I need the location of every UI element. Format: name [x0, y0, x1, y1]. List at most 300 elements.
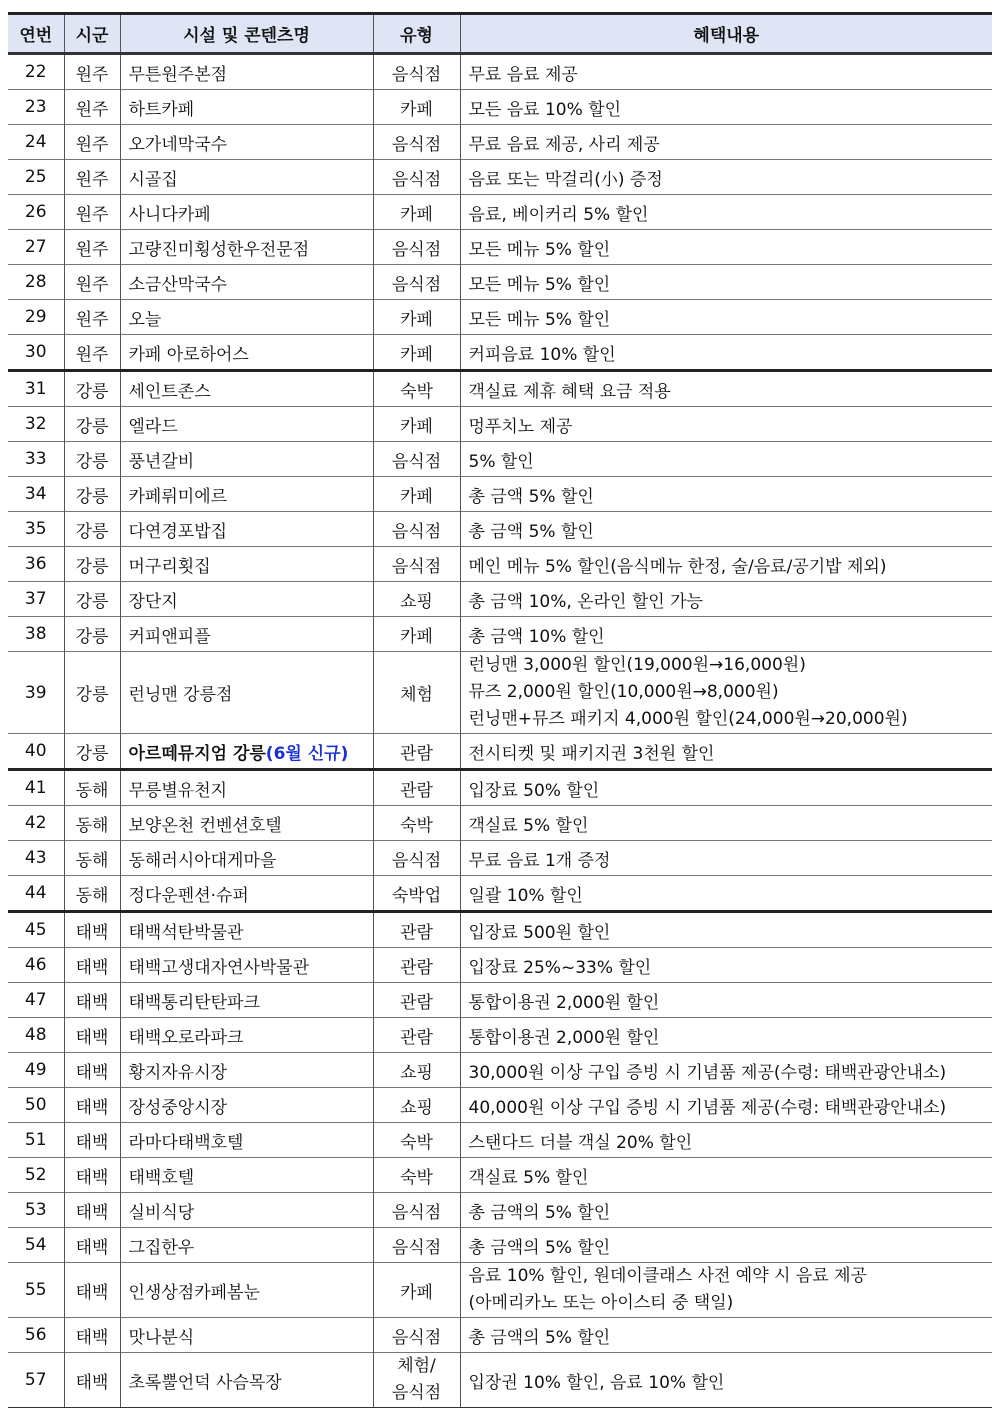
cell-line: 모든 메뉴 5% 할인: [468, 274, 611, 295]
cell-facility-name: 실비식당: [120, 1193, 373, 1228]
cell-benefit: [460, 841, 992, 876]
cell-line: 스탠다드 더블 객실 20% 할인: [468, 1132, 693, 1153]
table-row: [8, 195, 992, 230]
table-row: [8, 1228, 992, 1263]
cell-facility-name: 맛나분식: [120, 1318, 373, 1353]
table-row: [8, 1318, 992, 1353]
cell-number: 32: [8, 407, 64, 442]
cell-type: [373, 841, 460, 876]
cell-facility-name: 소금산막국수: [120, 265, 373, 300]
cell-type: [373, 1123, 460, 1158]
cell-city: 강릉: [64, 477, 120, 512]
cell-benefit: [460, 912, 992, 948]
cell-line: (아메리카노 또는 아이스티 중 택일): [468, 1293, 734, 1313]
cell-line: 숙박: [400, 1167, 433, 1188]
cell-number: 49: [8, 1053, 64, 1088]
cell-benefit: [460, 806, 992, 841]
table-row: [8, 1193, 992, 1228]
cell-type: [373, 983, 460, 1018]
cell-city: 강릉: [64, 617, 120, 652]
cell-line: 관람: [400, 743, 433, 764]
cell-facility-name: [120, 734, 373, 770]
cell-benefit: [460, 1018, 992, 1053]
cell-line: 런닝맨+뮤즈 패키지 4,000원 할인(24,000원→20,000원): [468, 709, 908, 729]
cell-benefit: [460, 948, 992, 983]
table-row: [8, 300, 992, 335]
cell-type: [373, 912, 460, 948]
cell-type: [373, 195, 460, 230]
cell-line: 전시티켓 및 패키지권 3천원 할인: [468, 743, 715, 764]
cell-benefit: [460, 335, 992, 371]
cell-line: 통합이용권 2,000원 할인: [468, 1027, 660, 1048]
table-row: [8, 160, 992, 195]
cell-benefit: [460, 617, 992, 652]
cell-type: [373, 1353, 460, 1408]
cell-line: 음식점: [391, 134, 442, 155]
header-benefit: 혜택내용: [460, 14, 992, 54]
cell-benefit: [460, 1158, 992, 1193]
cell-number: 27: [8, 230, 64, 265]
cell-benefit: [460, 442, 992, 477]
cell-line: 음식점: [391, 239, 442, 260]
cell-number: 24: [8, 125, 64, 160]
cell-facility-name: 다연경포밥집: [120, 512, 373, 547]
cell-number: 54: [8, 1228, 64, 1263]
cell-city: 동해: [64, 841, 120, 876]
table-row: [8, 983, 992, 1018]
cell-number: 34: [8, 477, 64, 512]
cell-type: [373, 512, 460, 547]
facility-name-text: 아르떼뮤지엄 강릉: [128, 743, 266, 764]
cell-number: 51: [8, 1123, 64, 1158]
cell-city: 태백: [64, 912, 120, 948]
cell-line: 5% 할인: [468, 451, 534, 472]
cell-facility-name: 황지자유시장: [120, 1053, 373, 1088]
cell-type: [373, 734, 460, 770]
cell-line: 음료 또는 막걸리(小) 증정: [468, 169, 663, 190]
cell-number: 22: [8, 54, 64, 90]
cell-facility-name: 라마다태백호텔: [120, 1123, 373, 1158]
cell-facility-name: 커피앤피플: [120, 617, 373, 652]
cell-number: 50: [8, 1088, 64, 1123]
table-row: [8, 582, 992, 617]
cell-line: 카페: [400, 204, 433, 225]
header-city: 시군: [64, 14, 120, 54]
cell-city: 동해: [64, 876, 120, 912]
table-row: [8, 948, 992, 983]
table-row: [8, 1263, 992, 1318]
cell-type: [373, 265, 460, 300]
cell-benefit: [460, 230, 992, 265]
cell-facility-name: 그집한우: [120, 1228, 373, 1263]
cell-line: 객실료 5% 할인: [468, 815, 589, 836]
cell-number: 38: [8, 617, 64, 652]
cell-number: 37: [8, 582, 64, 617]
cell-benefit: [460, 160, 992, 195]
cell-benefit: [460, 371, 992, 407]
cell-benefit: [460, 1263, 992, 1318]
cell-city: 강릉: [64, 652, 120, 734]
cell-type: [373, 876, 460, 912]
cell-number: 30: [8, 335, 64, 371]
cell-line: 총 금액 5% 할인: [468, 521, 594, 542]
cell-number: 53: [8, 1193, 64, 1228]
cell-benefit: [460, 582, 992, 617]
cell-city: 동해: [64, 770, 120, 806]
cell-line: 입장료 50% 할인: [468, 780, 600, 801]
table-row: [8, 617, 992, 652]
cell-type: [373, 90, 460, 125]
cell-type: [373, 652, 460, 734]
cell-line: 입장료 500원 할인: [468, 922, 611, 943]
cell-city: 동해: [64, 806, 120, 841]
cell-facility-name: 정다운펜션·슈퍼: [120, 876, 373, 912]
cell-number: 46: [8, 948, 64, 983]
cell-facility-name: 장단지: [120, 582, 373, 617]
cell-city: 원주: [64, 265, 120, 300]
cell-city: 강릉: [64, 407, 120, 442]
cell-line: 모든 음료 10% 할인: [468, 99, 622, 120]
cell-type: [373, 230, 460, 265]
cell-benefit: [460, 1193, 992, 1228]
cell-city: 태백: [64, 1123, 120, 1158]
cell-type: [373, 547, 460, 582]
cell-line: 총 금액 10%, 온라인 할인 가능: [468, 591, 703, 612]
cell-benefit: [460, 90, 992, 125]
cell-line: 음식점: [391, 1237, 442, 1258]
header-type: 유형: [373, 14, 460, 54]
cell-number: 47: [8, 983, 64, 1018]
cell-number: 42: [8, 806, 64, 841]
cell-line: 모든 메뉴 5% 할인: [468, 239, 611, 260]
cell-city: 태백: [64, 1263, 120, 1318]
cell-number: 23: [8, 90, 64, 125]
cell-facility-name: 오늘: [120, 300, 373, 335]
table-row: [8, 1088, 992, 1123]
table-row: [8, 1123, 992, 1158]
cell-benefit: [460, 54, 992, 90]
cell-line: 쇼핑: [400, 1097, 433, 1118]
cell-line: 무료 음료 제공, 사리 제공: [468, 134, 660, 155]
cell-line: 숙박: [400, 1132, 433, 1153]
table-row: [8, 1158, 992, 1193]
cell-number: 36: [8, 547, 64, 582]
cell-line: 카페: [400, 626, 433, 647]
cell-type: [373, 442, 460, 477]
cell-benefit: [460, 983, 992, 1018]
table-row: [8, 841, 992, 876]
cell-facility-name: 초록뿔언덕 사슴목장: [120, 1353, 373, 1408]
cell-line: 카페: [400, 1282, 433, 1303]
table-row: [8, 770, 992, 806]
cell-line: 체험/: [397, 1356, 436, 1376]
cell-type: [373, 54, 460, 90]
partner-benefits-table: [8, 12, 992, 1408]
cell-benefit: [460, 1053, 992, 1088]
table-header-row: [8, 14, 992, 54]
cell-city: 원주: [64, 125, 120, 160]
cell-facility-name: 태백고생대자연사박물관: [120, 948, 373, 983]
cell-facility-name: 고량진미횡성한우전문점: [120, 230, 373, 265]
cell-number: 33: [8, 442, 64, 477]
cell-line: 숙박: [400, 815, 433, 836]
cell-city: 태백: [64, 1318, 120, 1353]
cell-line: 쇼핑: [400, 1062, 433, 1083]
table-row: [8, 371, 992, 407]
cell-line: 음식점: [391, 451, 442, 472]
cell-type: [373, 335, 460, 371]
cell-line: 쇼핑: [400, 591, 433, 612]
cell-facility-name: 무튼원주본점: [120, 54, 373, 90]
cell-city: 원주: [64, 54, 120, 90]
cell-benefit: [460, 876, 992, 912]
cell-facility-name: 세인트존스: [120, 371, 373, 407]
table-row: [8, 407, 992, 442]
cell-line: 음식점: [391, 1383, 442, 1403]
cell-number: 39: [8, 652, 64, 734]
cell-number: 31: [8, 371, 64, 407]
cell-facility-name: 풍년갈비: [120, 442, 373, 477]
cell-line: 40,000원 이상 구입 증빙 시 기념품 제공(수령: 태백관광안내소): [468, 1097, 947, 1118]
cell-number: 52: [8, 1158, 64, 1193]
cell-line: 카페: [400, 344, 433, 365]
cell-line: 모든 메뉴 5% 할인: [468, 309, 611, 330]
cell-city: 강릉: [64, 547, 120, 582]
cell-benefit: [460, 125, 992, 160]
cell-number: 44: [8, 876, 64, 912]
cell-benefit: [460, 652, 992, 734]
cell-facility-name: 태백통리탄탄파크: [120, 983, 373, 1018]
cell-facility-name: 보양온천 컨벤션호텔: [120, 806, 373, 841]
cell-benefit: [460, 1318, 992, 1353]
cell-benefit: [460, 477, 992, 512]
cell-facility-name: 태백오로라파크: [120, 1018, 373, 1053]
table-row: [8, 90, 992, 125]
table-row: [8, 265, 992, 300]
cell-city: 원주: [64, 160, 120, 195]
cell-benefit: [460, 1123, 992, 1158]
cell-type: [373, 407, 460, 442]
cell-line: 입장권 10% 할인, 음료 10% 할인: [468, 1372, 725, 1393]
cell-city: 강릉: [64, 582, 120, 617]
cell-type: [373, 1158, 460, 1193]
cell-number: 40: [8, 734, 64, 770]
cell-number: 26: [8, 195, 64, 230]
cell-number: 57: [8, 1353, 64, 1408]
table-row: [8, 912, 992, 948]
cell-type: [373, 1053, 460, 1088]
cell-number: 45: [8, 912, 64, 948]
cell-line: 총 금액 10% 할인: [468, 626, 605, 647]
cell-line: 숙박: [400, 381, 433, 402]
table-row: [8, 652, 992, 734]
cell-number: 28: [8, 265, 64, 300]
cell-line: 통합이용권 2,000원 할인: [468, 992, 660, 1013]
table-row: [8, 54, 992, 90]
cell-line: 음료 10% 할인, 원데이클래스 사전 예약 시 음료 제공: [468, 1266, 867, 1286]
cell-city: 태백: [64, 1228, 120, 1263]
cell-benefit: [460, 1353, 992, 1408]
cell-facility-name: 태백호텔: [120, 1158, 373, 1193]
cell-city: 원주: [64, 335, 120, 371]
table-row: [8, 1353, 992, 1408]
cell-number: 43: [8, 841, 64, 876]
cell-line: 음식점: [391, 169, 442, 190]
cell-number: 25: [8, 160, 64, 195]
cell-number: 48: [8, 1018, 64, 1053]
table-body: [8, 54, 992, 1408]
cell-city: 태백: [64, 1053, 120, 1088]
cell-line: 뮤즈 2,000원 할인(10,000원→8,000원): [468, 682, 779, 702]
cell-facility-name: 태백석탄박물관: [120, 912, 373, 948]
cell-facility-name: 동해러시아대게마을: [120, 841, 373, 876]
cell-facility-name: 머구리횟집: [120, 547, 373, 582]
cell-line: 음식점: [391, 274, 442, 295]
table-row: [8, 876, 992, 912]
cell-type: [373, 1193, 460, 1228]
cell-line: 카페: [400, 416, 433, 437]
cell-city: 태백: [64, 1088, 120, 1123]
cell-line: 카페: [400, 309, 433, 330]
table-row: [8, 806, 992, 841]
cell-type: [373, 1088, 460, 1123]
cell-line: 숙박업: [391, 885, 442, 906]
cell-facility-name: 하트카페: [120, 90, 373, 125]
table-row: [8, 335, 992, 371]
cell-city: 태백: [64, 1018, 120, 1053]
cell-line: 카페: [400, 486, 433, 507]
cell-line: 체험: [400, 685, 433, 705]
cell-facility-name: 카페뤼미에르: [120, 477, 373, 512]
cell-facility-name: 인생상점카페봄눈: [120, 1263, 373, 1318]
cell-type: [373, 477, 460, 512]
cell-city: 원주: [64, 300, 120, 335]
header-facility-name: 시설 및 콘텐츠명: [120, 14, 373, 54]
cell-type: [373, 160, 460, 195]
cell-line: 객실료 제휴 혜택 요금 적용: [468, 381, 671, 402]
cell-line: 관람: [400, 992, 433, 1013]
cell-type: [373, 300, 460, 335]
cell-type: [373, 1018, 460, 1053]
table-row: [8, 230, 992, 265]
cell-line: 멍푸치노 제공: [468, 416, 573, 437]
cell-number: 55: [8, 1263, 64, 1318]
cell-type: [373, 1263, 460, 1318]
cell-type: [373, 125, 460, 160]
cell-type: [373, 806, 460, 841]
new-badge-note: (6월 신규): [265, 743, 349, 764]
table-row: [8, 1018, 992, 1053]
cell-city: 태백: [64, 948, 120, 983]
cell-city: 원주: [64, 90, 120, 125]
header-number: 연번: [8, 14, 64, 54]
cell-line: 음식점: [391, 850, 442, 871]
table-row: [8, 125, 992, 160]
cell-line: 일괄 10% 할인: [468, 885, 583, 906]
cell-type: [373, 582, 460, 617]
cell-benefit: [460, 195, 992, 230]
cell-city: 태백: [64, 1353, 120, 1408]
cell-number: 29: [8, 300, 64, 335]
cell-line: 총 금액의 5% 할인: [468, 1327, 611, 1348]
cell-line: 관람: [400, 1027, 433, 1048]
cell-city: 태백: [64, 1193, 120, 1228]
cell-city: 원주: [64, 195, 120, 230]
cell-line: 음식점: [391, 556, 442, 577]
cell-number: 35: [8, 512, 64, 547]
cell-line: 관람: [400, 922, 433, 943]
cell-line: 음식점: [391, 521, 442, 542]
cell-type: [373, 371, 460, 407]
cell-benefit: [460, 407, 992, 442]
cell-facility-name: 오가네막국수: [120, 125, 373, 160]
cell-line: 음료, 베이커리 5% 할인: [468, 204, 649, 225]
cell-line: 커피음료 10% 할인: [468, 344, 616, 365]
table-row: [8, 512, 992, 547]
cell-city: 강릉: [64, 734, 120, 770]
cell-line: 관람: [400, 780, 433, 801]
cell-type: [373, 948, 460, 983]
cell-facility-name: 무릉별유천지: [120, 770, 373, 806]
cell-city: 강릉: [64, 442, 120, 477]
cell-type: [373, 770, 460, 806]
cell-line: 30,000원 이상 구입 증빙 시 기념품 제공(수령: 태백관광안내소): [468, 1062, 947, 1083]
cell-benefit: [460, 1228, 992, 1263]
cell-facility-name: 사니다카페: [120, 195, 373, 230]
cell-line: 무료 음료 1개 증정: [468, 850, 611, 871]
cell-facility-name: 엘라드: [120, 407, 373, 442]
cell-line: 총 금액의 5% 할인: [468, 1202, 611, 1223]
cell-city: 태백: [64, 983, 120, 1018]
table-row: [8, 442, 992, 477]
table-row: [8, 1053, 992, 1088]
cell-type: [373, 1318, 460, 1353]
cell-line: 관람: [400, 957, 433, 978]
cell-line: 무료 음료 제공: [468, 64, 578, 85]
cell-facility-name: 카페 아로하어스: [120, 335, 373, 371]
cell-city: 강릉: [64, 371, 120, 407]
cell-benefit: [460, 770, 992, 806]
cell-city: 강릉: [64, 512, 120, 547]
cell-benefit: [460, 1088, 992, 1123]
table-row: [8, 477, 992, 512]
cell-type: [373, 617, 460, 652]
cell-line: 객실료 5% 할인: [468, 1167, 589, 1188]
cell-benefit: [460, 265, 992, 300]
cell-benefit: [460, 300, 992, 335]
table-row: [8, 734, 992, 770]
cell-benefit: [460, 512, 992, 547]
table-row: [8, 547, 992, 582]
cell-line: 음식점: [391, 1327, 442, 1348]
cell-facility-name: 장성중앙시장: [120, 1088, 373, 1123]
cell-type: [373, 1228, 460, 1263]
cell-number: 56: [8, 1318, 64, 1353]
cell-benefit: [460, 547, 992, 582]
cell-line: 총 금액 5% 할인: [468, 486, 594, 507]
cell-city: 원주: [64, 230, 120, 265]
cell-line: 입장료 25%~33% 할인: [468, 957, 652, 978]
cell-line: 총 금액의 5% 할인: [468, 1237, 611, 1258]
cell-line: 카페: [400, 99, 433, 120]
cell-line: 메인 메뉴 5% 할인(음식메뉴 한정, 술/음료/공기밥 제외): [468, 556, 887, 577]
cell-line: 음식점: [391, 1202, 442, 1223]
cell-line: 런닝맨 3,000원 할인(19,000원→16,000원): [468, 655, 806, 675]
cell-city: 태백: [64, 1158, 120, 1193]
cell-benefit: [460, 734, 992, 770]
cell-facility-name: 런닝맨 강릉점: [120, 652, 373, 734]
cell-line: 음식점: [391, 64, 442, 85]
